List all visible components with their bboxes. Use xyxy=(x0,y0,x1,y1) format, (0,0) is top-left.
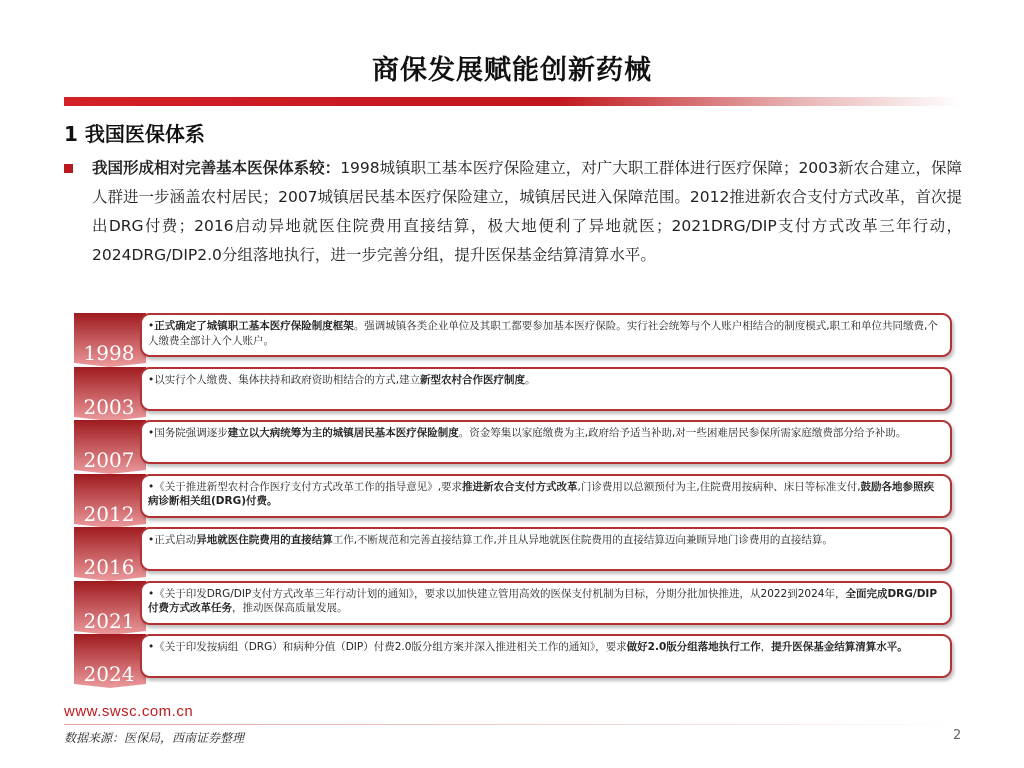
timeline-description xyxy=(140,634,952,678)
timeline-row xyxy=(74,367,960,417)
year-chevron xyxy=(74,581,140,635)
year-label: 2012 xyxy=(83,501,135,526)
year-label: 2021 xyxy=(83,608,135,633)
timeline-row xyxy=(74,634,960,684)
site-url[interactable]: www.swsc.com.cn xyxy=(64,703,194,720)
timeline-row xyxy=(74,581,960,631)
highlight-text: 鼓励各地参照疾病诊断相关组(DRG)付费。 xyxy=(148,480,935,507)
section-heading: 1 我国医保体系 xyxy=(64,122,205,146)
footer-divider xyxy=(64,724,960,725)
year-label: 2024 xyxy=(83,662,135,686)
timeline-description xyxy=(140,420,952,464)
body-text: •正式启动 xyxy=(148,534,197,546)
source-note: 数据来源：医保局，西南证券整理 xyxy=(64,731,245,745)
year-chevron xyxy=(74,367,140,421)
highlight-text: 建立以大病统筹为主的城镇居民基本医疗保险制度 xyxy=(227,427,459,439)
title-divider xyxy=(64,97,960,106)
timeline-row xyxy=(74,420,960,470)
body-text: ，推动医保高质量发展。 xyxy=(232,602,348,614)
body-text: 。 xyxy=(525,373,536,386)
year-label: 2007 xyxy=(83,448,135,472)
highlight-text: 推进新农合支付方式改革 xyxy=(462,480,578,493)
highlight-text: 异地就医住院费用的直接结算 xyxy=(196,534,333,546)
intro-text: 1998城镇职工基本医疗保险建立，对广大职工群体进行医疗保障；2003新农合建立，保障人群进一步涵盖农村居民；2007城镇居民基本医疗保险建立，城镇居民进入保障范围。2012推进新农合支付方式改革，首次提出DRG付费；2016启动异地就医住院费用直接结算，极大地便利了异地就医；2021DRG/DIP支付方式改革三年行动，2024DRG/DIP2.0分组落地执行，进一步完善分组，提升医保基金结算清算水平。 xyxy=(92,159,962,264)
timeline-description xyxy=(140,527,952,571)
body-text: ， xyxy=(760,641,772,653)
year-chevron xyxy=(74,313,140,367)
timeline-description xyxy=(140,474,952,518)
highlight-text: 提升医保基金结算清算水平。 xyxy=(771,641,908,653)
body-text: • xyxy=(148,320,155,332)
highlight-text: 正式确定了城镇职工基本医疗保险制度框架 xyxy=(154,320,354,332)
year-label: 2003 xyxy=(83,394,135,419)
intro-paragraph xyxy=(92,154,962,270)
year-chevron xyxy=(74,634,140,688)
body-text: 。强调城镇各类企业单位及其职工都要参加基本医疗保险。实行社会统筹与个人账户相结合的制度模式,职工和单位共同缴费,个人缴费全部计入个人账户。 xyxy=(148,320,938,347)
body-text: 。资金筹集以家庭缴费为主,政府给予适当补助,对一些困难居民参保所需家庭缴费部分给予补助。 xyxy=(458,427,907,439)
body-text: ,门诊费用以总额预付为主,住院费用按病种、床日等标准支付, xyxy=(577,480,861,493)
body-text: •《关于推进新型农村合作医疗支付方式改革工作的指导意见》,要求 xyxy=(148,480,463,493)
body-text: 工作,不断规范和完善直接结算工作,并且从异地就医住院费用的直接结算迈向兼顾异地门诊费用的直接结算。 xyxy=(332,534,833,546)
timeline-row xyxy=(74,474,960,524)
year-chevron xyxy=(74,474,140,528)
body-text: •《关于印发按病组（DRG）和病种分值（DIP）付费2.0版分组方案并深入推进相关工作的通知》，要求 xyxy=(148,641,627,653)
highlight-text: 做好2.0版分组落地执行工作 xyxy=(626,641,761,653)
body-text: •《关于印发DRG/DIP支付方式改革三年行动计划的通知》，要求以加快建立管用高效的医保支付机制为目标，分期分批加快推进，从2022到2024年， xyxy=(148,587,846,600)
timeline-description xyxy=(140,367,952,411)
bullet-square-icon xyxy=(64,164,73,173)
page-number: 2 xyxy=(953,728,962,743)
timeline-row xyxy=(74,527,960,577)
body-text: •以实行个人缴费、集体扶持和政府资助相结合的方式,建立 xyxy=(148,373,421,386)
timeline-description xyxy=(140,313,952,357)
timeline-row xyxy=(74,313,960,363)
highlight-text: 全面完成DRG/DIP付费方式改革任务 xyxy=(148,587,938,614)
year-label: 1998 xyxy=(83,341,135,365)
body-text: •国务院强调逐步 xyxy=(148,427,228,439)
timeline-description xyxy=(140,581,952,625)
year-chevron xyxy=(74,527,140,581)
year-label: 2016 xyxy=(83,555,135,579)
intro-lead: 我国形成相对完善基本医保体系较： xyxy=(92,159,341,177)
year-chevron xyxy=(74,420,140,474)
highlight-text: 新型农村合作医疗制度 xyxy=(420,373,526,386)
page-title: 商保发展赋能创新药械 xyxy=(372,55,652,86)
